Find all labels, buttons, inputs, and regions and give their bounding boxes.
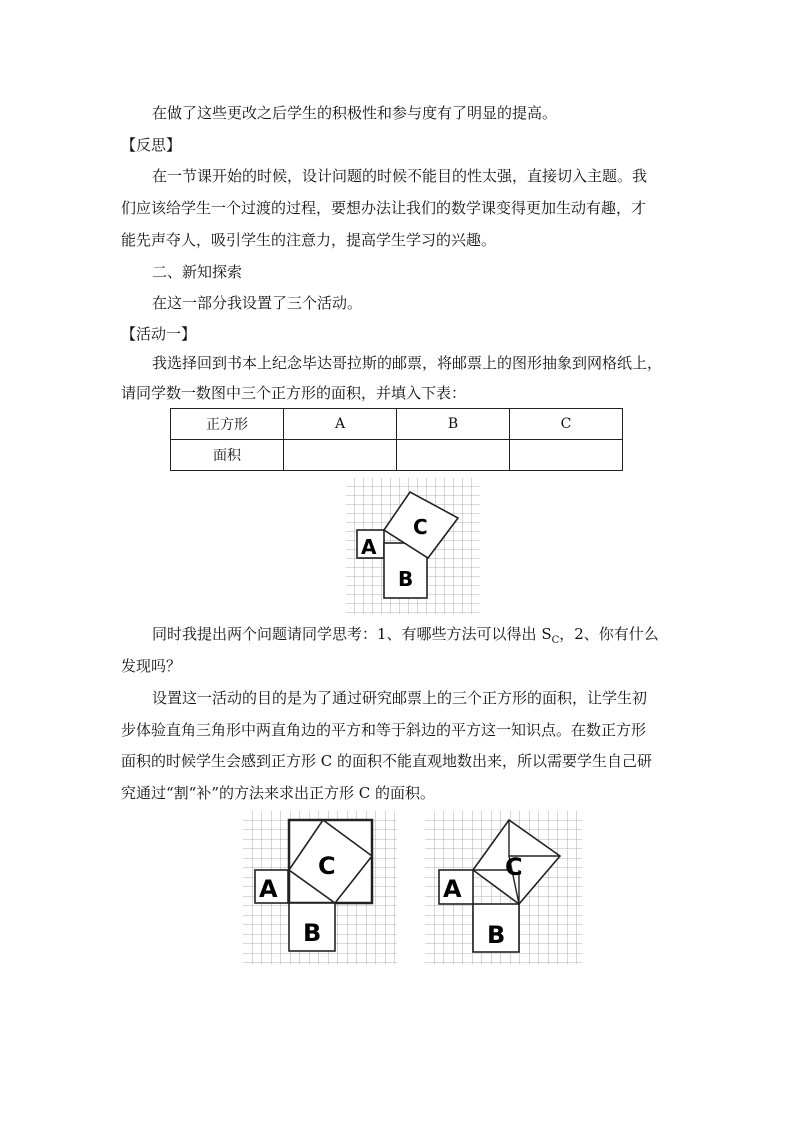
paragraph-line: 在这一部分我设置了三个活动。 bbox=[152, 294, 363, 312]
table-row bbox=[171, 440, 623, 471]
paragraph-line: 在做了这些更改之后学生的积极性和参与度有了明显的提高。 bbox=[152, 104, 558, 122]
table-cell-input bbox=[397, 440, 510, 471]
label-b: B bbox=[303, 919, 322, 947]
label-a: A bbox=[259, 875, 278, 903]
table-cell: 正方形 bbox=[171, 409, 284, 440]
paragraph-line: 步体验直角三角形中两直角边的平方和等于斜边的平方这一知识点。在数正方形 bbox=[121, 721, 647, 739]
paragraph-line: 们应该给学生一个过渡的过程，要想办法让我们的数学课变得更加生动有趣，才 bbox=[121, 199, 647, 217]
label-a: A bbox=[443, 875, 462, 903]
table-cell: C bbox=[510, 409, 623, 440]
paragraph-line: 设置这一活动的目的是为了通过研究邮票上的三个正方形的面积，让学生初 bbox=[152, 689, 648, 707]
label-c: C bbox=[318, 852, 336, 880]
table-cell: A bbox=[284, 409, 397, 440]
paragraph-line bbox=[152, 624, 659, 651]
paragraph-line: 能先声夺人，吸引学生的注意力，提高学生学习的兴趣。 bbox=[121, 231, 497, 249]
paragraph-line: 面积的时候学生会感到正方形 C 的面积不能直观地数出来，所以需要学生自己研 bbox=[121, 752, 653, 770]
table-cell: B bbox=[397, 409, 510, 440]
area-table bbox=[170, 408, 623, 471]
subscript: C bbox=[551, 635, 560, 646]
paragraph-line: 究通过“割“补”的方法来求出正方形 C 的面积。 bbox=[121, 784, 436, 802]
paragraph-line: 在一节课开始的时候，设计问题的时候不能目的性太强，直接切入主题。我 bbox=[152, 167, 648, 185]
paragraph-text: 同时我提出两个问题请同学思考：1、有哪些方法可以得出 S bbox=[152, 625, 552, 643]
table-cell-input bbox=[510, 440, 623, 471]
figure-pythagoras-stamp-grid bbox=[346, 478, 480, 614]
label-a: A bbox=[361, 535, 377, 559]
label-b: B bbox=[487, 921, 506, 949]
label-b: B bbox=[398, 567, 414, 591]
label-c: C bbox=[413, 515, 428, 539]
figure-cut-method-grid bbox=[243, 811, 397, 964]
section-heading-new-knowledge: 二、新知探索 bbox=[152, 263, 243, 281]
table-cell: 面积 bbox=[171, 440, 284, 471]
label-c: C bbox=[505, 853, 523, 881]
paragraph-line: 请同学数一数图中三个正方形的面积，并填入下表： bbox=[121, 384, 467, 402]
figure-patch-method-grid bbox=[425, 811, 582, 964]
paragraph-text: ，2、你有什么 bbox=[559, 625, 659, 643]
section-heading-activity-one: 【活动一】 bbox=[121, 325, 197, 343]
table-row bbox=[171, 409, 623, 440]
paragraph-line: 发现吗？ bbox=[121, 657, 182, 675]
paragraph-line: 我选择回到书本上纪念毕达哥拉斯的邮票，将邮票上的图形抽象到网格纸上， bbox=[152, 354, 663, 372]
table-cell-input bbox=[284, 440, 397, 471]
section-heading-reflection: 【反思】 bbox=[121, 136, 182, 154]
